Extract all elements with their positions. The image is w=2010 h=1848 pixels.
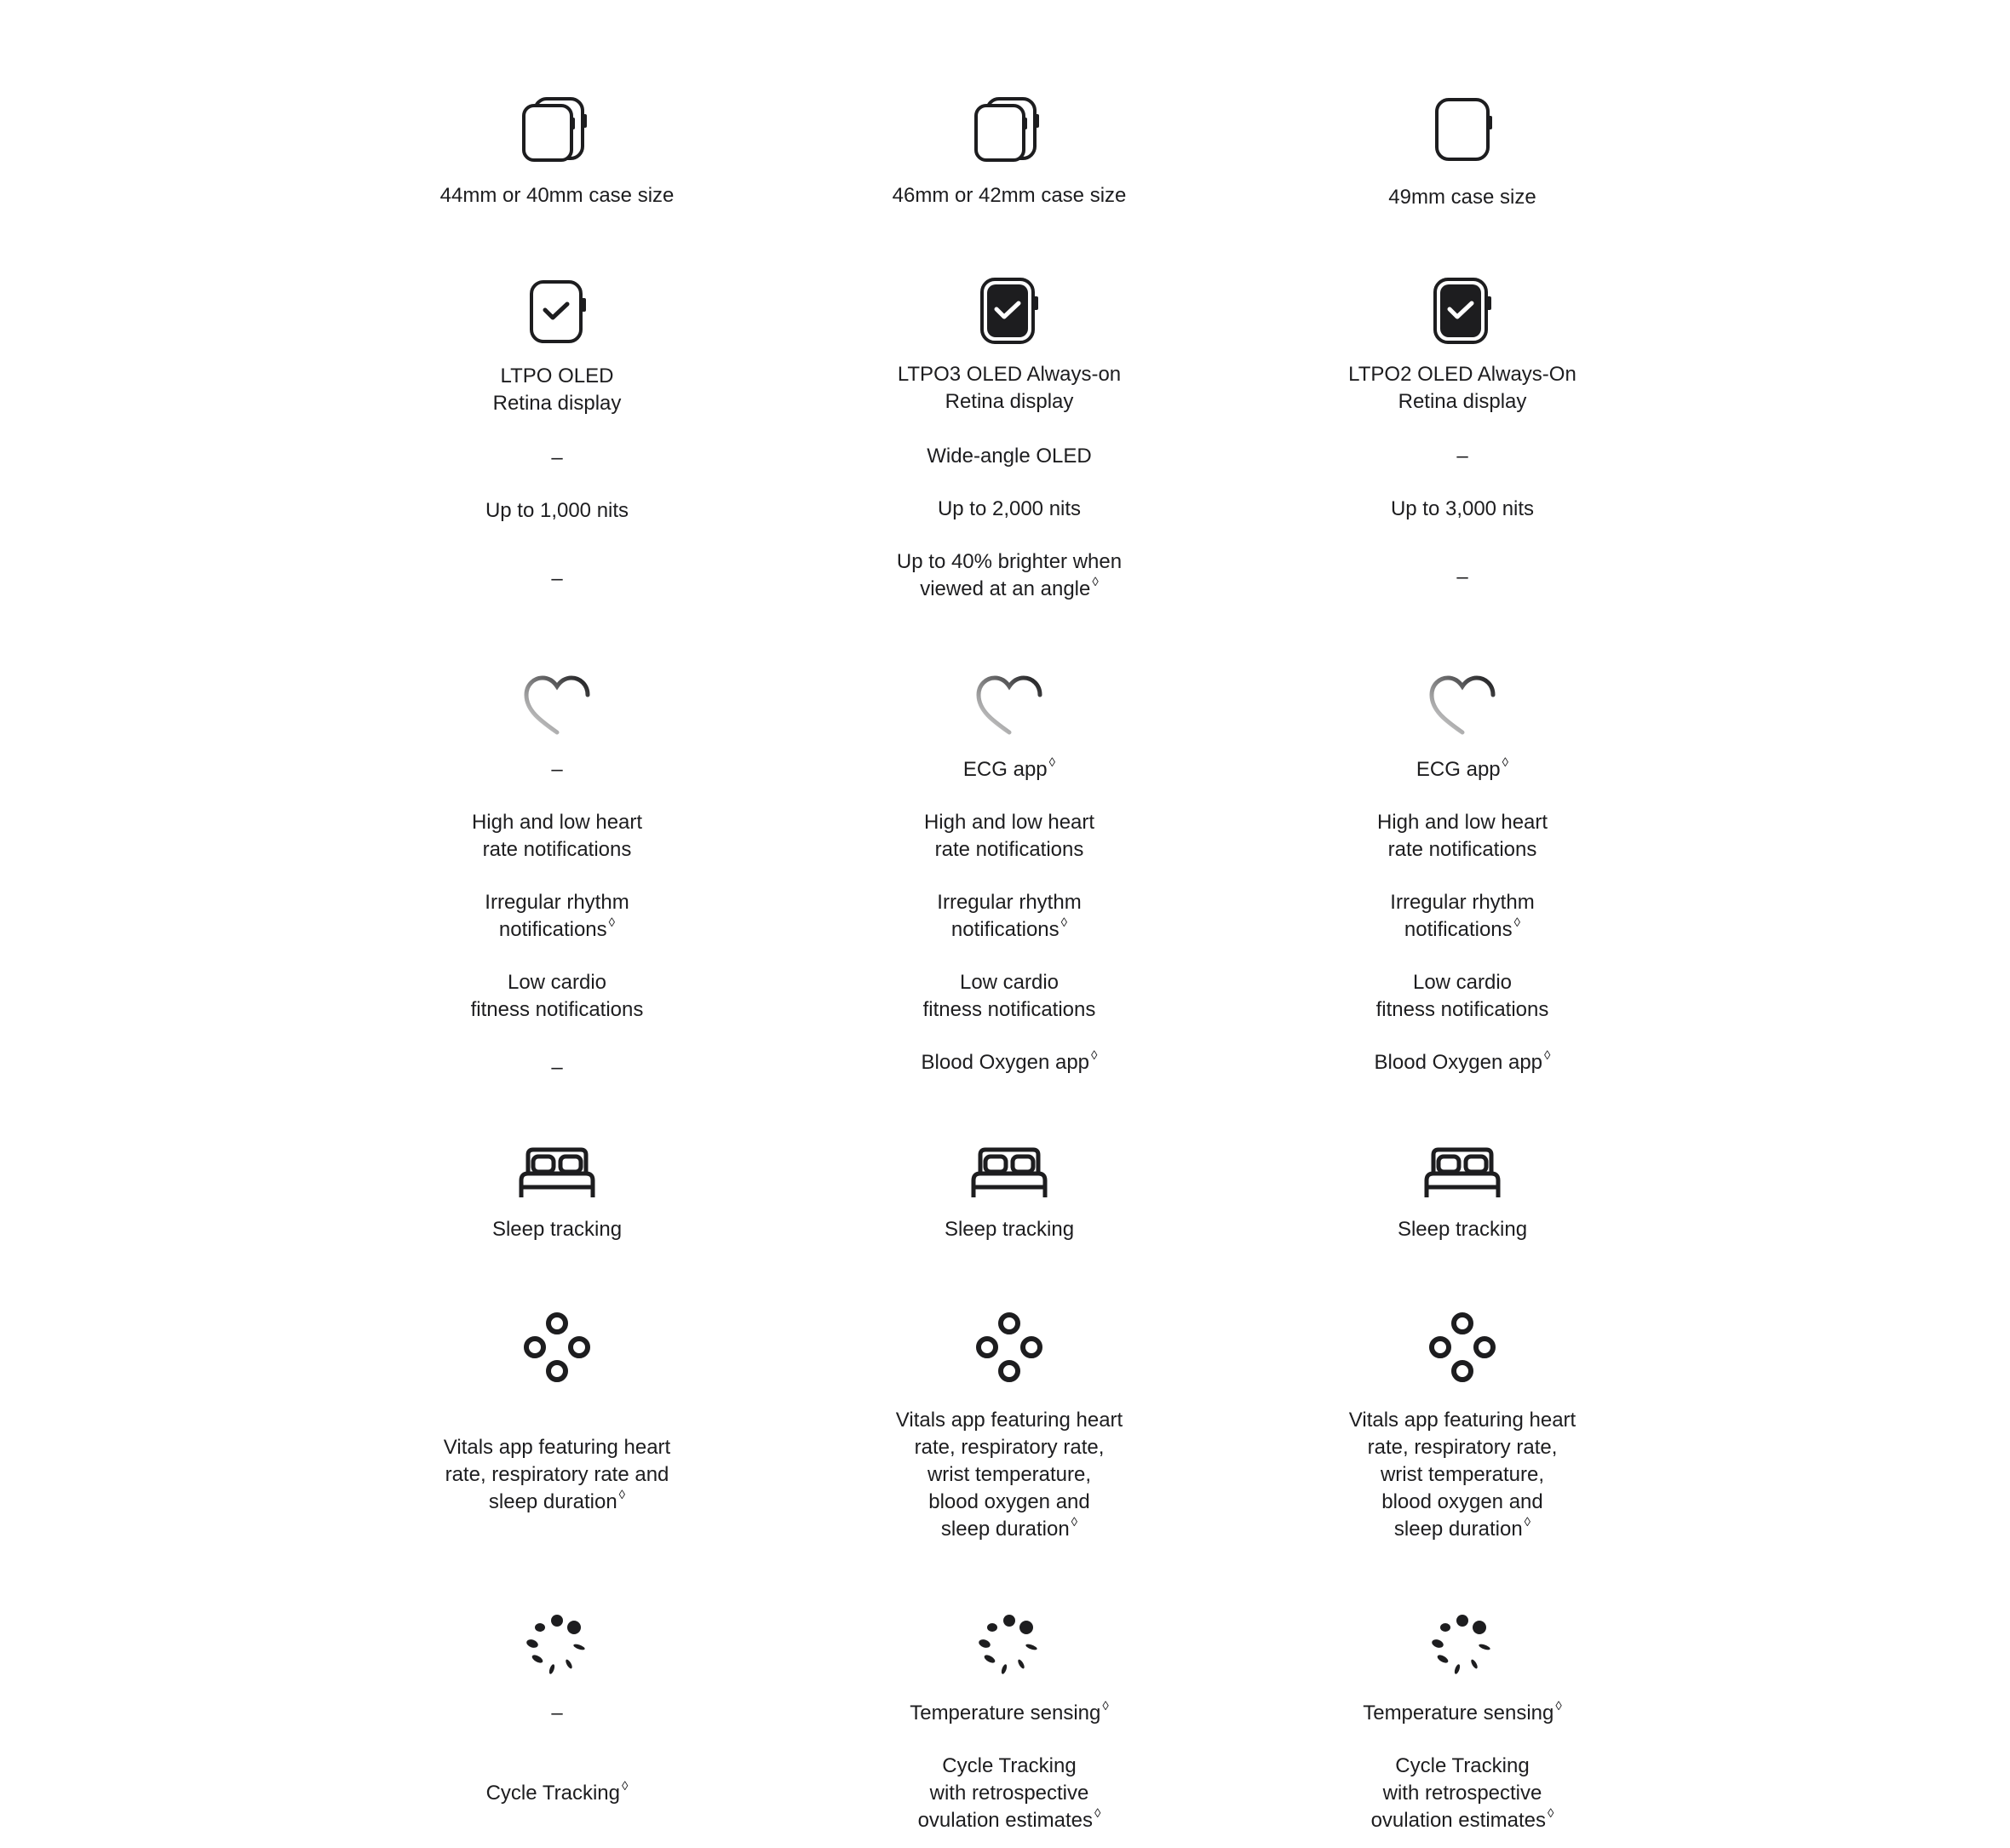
watch-display-outline-icon <box>319 279 795 344</box>
cycle-tracking-text: Cycle Tracking ◊ <box>485 1779 629 1805</box>
footnote-marker: ◊ <box>1544 1048 1551 1063</box>
low-cardio-text: Low cardio fitness notifications <box>470 971 644 1021</box>
dual-case-size-icon <box>319 97 795 162</box>
bed-icon <box>1224 1146 1701 1201</box>
brightness-text: Up to 3,000 nits <box>1390 497 1535 520</box>
vitals-icon <box>319 1311 795 1383</box>
display-type-text: LTPO OLED Retina display <box>492 364 622 415</box>
footnote-marker: ◊ <box>1048 755 1056 770</box>
bed-icon <box>319 1146 795 1201</box>
footnote-marker: ◊ <box>1060 915 1068 930</box>
display-type-text: LTPO3 OLED Always-on Retina display <box>897 363 1122 413</box>
footnote-marker: ◊ <box>1092 575 1099 589</box>
angle-brightness-text: – <box>551 567 563 590</box>
heart-rate-notifications-text: High and low heart rate notifications <box>1376 811 1548 861</box>
case-size-text: 49mm case size <box>1388 186 1536 209</box>
cycle-tracking-icon <box>319 1613 795 1681</box>
display-type-text: LTPO2 OLED Always-On Retina display <box>1348 363 1576 413</box>
heart-icon <box>319 674 795 737</box>
ecg-text: ECG app ◊ <box>962 755 1056 781</box>
wide-angle-text: – <box>551 446 563 469</box>
heart-rate-notifications-text: High and low heart rate notifications <box>923 811 1095 861</box>
irregular-rhythm-text: Irregular rhythm notifications ◊ <box>485 891 629 941</box>
angle-brightness-text: – <box>1456 565 1468 588</box>
ecg-text: ECG app ◊ <box>1416 755 1509 781</box>
sleep-tracking-text: Sleep tracking <box>491 1218 623 1241</box>
cycle-tracking-icon <box>771 1613 1248 1681</box>
wide-angle-text: Wide-angle OLED <box>927 445 1092 468</box>
footnote-marker: ◊ <box>1094 1806 1101 1821</box>
cycle-tracking-text: Cycle Tracking with retrospective ovulation estimates ◊ <box>917 1754 1101 1832</box>
bed-icon <box>771 1146 1248 1201</box>
footnote-marker: ◊ <box>1071 1515 1078 1529</box>
model-column-1 <box>319 0 795 1848</box>
sleep-tracking-text: Sleep tracking <box>944 1218 1075 1241</box>
angle-brightness-text: Up to 40% brighter when viewed at an angle ◊ <box>896 550 1123 600</box>
blood-oxygen-text: Blood Oxygen app ◊ <box>1374 1048 1551 1074</box>
ecg-text: – <box>551 758 563 781</box>
vitals-icon <box>771 1311 1248 1383</box>
irregular-rhythm-text: Irregular rhythm notifications ◊ <box>1390 891 1535 941</box>
vitals-icon <box>1224 1311 1701 1383</box>
brightness-text: Up to 1,000 nits <box>485 499 629 522</box>
footnote-marker: ◊ <box>1091 1048 1098 1063</box>
footnote-marker: ◊ <box>1524 1515 1531 1529</box>
single-case-size-icon <box>1224 97 1701 162</box>
brightness-text: Up to 2,000 nits <box>937 497 1082 520</box>
sleep-tracking-text: Sleep tracking <box>1397 1218 1528 1241</box>
heart-icon <box>771 674 1248 737</box>
footnote-marker: ◊ <box>608 915 616 930</box>
heart-rate-notifications-text: High and low heart rate notifications <box>471 811 643 861</box>
cycle-tracking-icon <box>1224 1613 1701 1681</box>
blood-oxygen-text: Blood Oxygen app ◊ <box>921 1048 1098 1074</box>
low-cardio-text: Low cardio fitness notifications <box>922 971 1096 1021</box>
footnote-marker: ◊ <box>1555 1699 1562 1713</box>
vitals-app-text: Vitals app featuring heart rate, respiratory rate, wrist temperature, blood oxygen and sleep duration ◊ <box>1348 1409 1576 1541</box>
heart-icon <box>1224 674 1701 737</box>
temperature-sensing-text: Temperature sensing ◊ <box>1363 1699 1562 1725</box>
watch-display-filled-icon <box>771 278 1248 344</box>
footnote-marker: ◊ <box>1548 1806 1554 1821</box>
wide-angle-text: – <box>1456 445 1468 468</box>
cycle-tracking-text: Cycle Tracking with retrospective ovulation estimates ◊ <box>1370 1754 1554 1832</box>
temperature-sensing-text: Temperature sensing ◊ <box>910 1699 1109 1725</box>
vitals-app-text: Vitals app featuring heart rate, respiratory rate and sleep duration ◊ <box>443 1436 671 1513</box>
model-column-2 <box>771 0 1248 1848</box>
model-column-3 <box>1224 0 1701 1848</box>
case-size-text: 46mm or 42mm case size <box>892 184 1127 207</box>
watch-display-filled-icon <box>1224 278 1701 344</box>
low-cardio-text: Low cardio fitness notifications <box>1375 971 1549 1021</box>
temperature-sensing-text: – <box>551 1702 563 1725</box>
vitals-app-text: Vitals app featuring heart rate, respiratory rate, wrist temperature, blood oxygen and sleep duration ◊ <box>895 1409 1123 1541</box>
footnote-marker: ◊ <box>1513 915 1521 930</box>
footnote-marker: ◊ <box>1102 1699 1109 1713</box>
footnote-marker: ◊ <box>621 1779 629 1793</box>
case-size-text: 44mm or 40mm case size <box>439 184 675 207</box>
dual-case-size-icon <box>771 97 1248 162</box>
irregular-rhythm-text: Irregular rhythm notifications ◊ <box>937 891 1082 941</box>
blood-oxygen-text: – <box>551 1056 563 1079</box>
footnote-marker: ◊ <box>1502 755 1509 770</box>
footnote-marker: ◊ <box>618 1488 626 1502</box>
